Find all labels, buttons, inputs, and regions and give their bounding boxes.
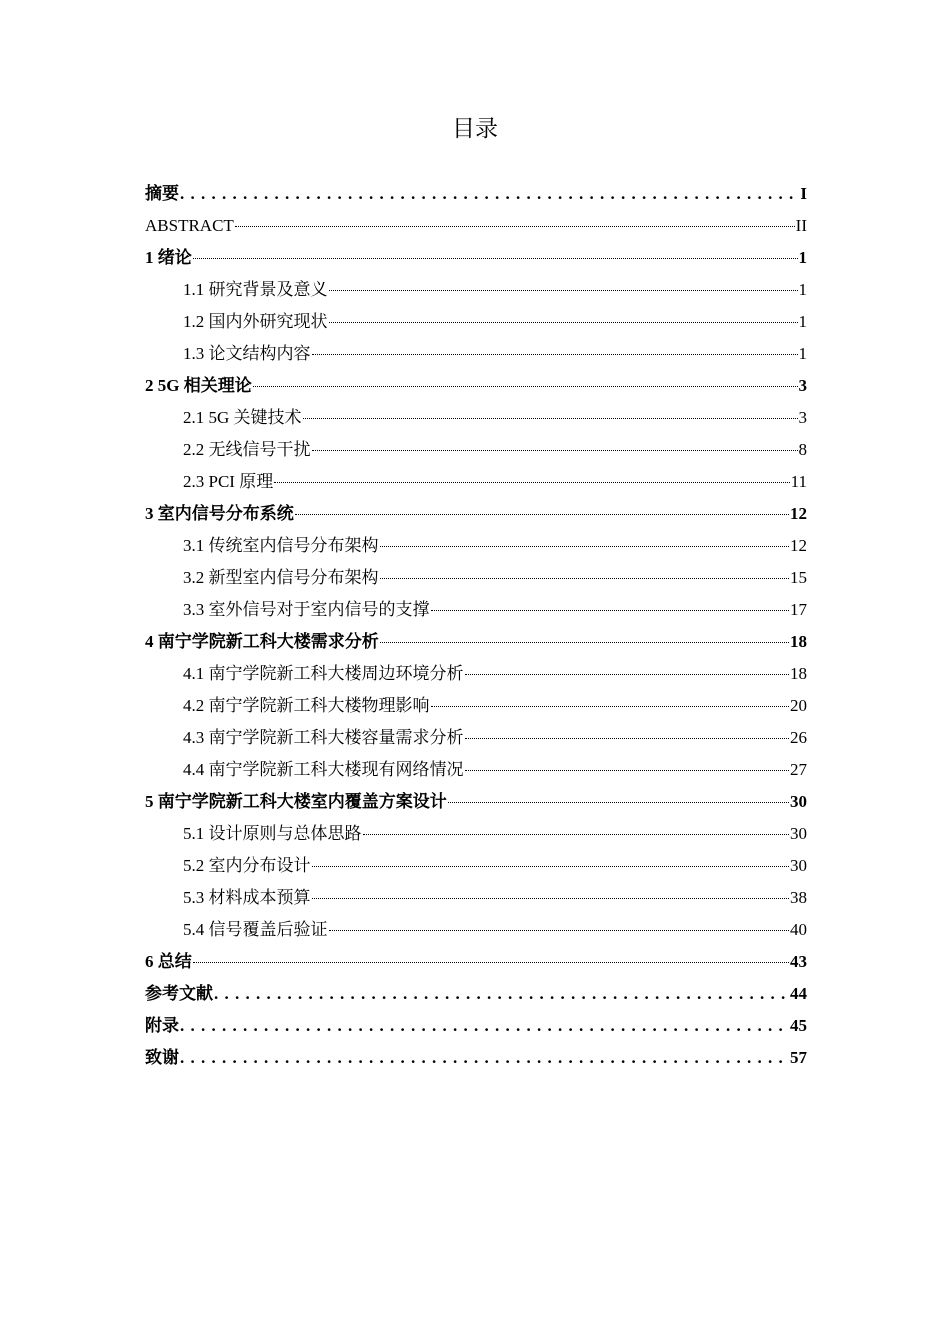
- toc-entry[interactable]: [145, 690, 807, 722]
- toc-entry[interactable]: [145, 594, 807, 626]
- toc-entry-label: 5.4 信号覆盖后验证: [183, 920, 328, 939]
- toc-dot-leader: [214, 978, 789, 1010]
- toc-entry[interactable]: [145, 882, 807, 914]
- toc-entry[interactable]: [145, 274, 807, 306]
- toc-dot-leader: [180, 1042, 789, 1074]
- toc-entry-label: 摘要: [145, 184, 179, 203]
- toc-entry-page: 8: [798, 440, 807, 459]
- toc-entry-page: 38: [790, 888, 807, 907]
- toc-dot-leader: [193, 962, 789, 963]
- toc-dot-leader: [303, 418, 798, 419]
- toc-entry[interactable]: [145, 242, 807, 274]
- toc-entry[interactable]: [145, 466, 807, 498]
- toc-dot-leader: [465, 738, 790, 739]
- toc-dot-leader: [312, 898, 790, 899]
- toc-entry[interactable]: [145, 370, 807, 402]
- toc-dot-leader: [274, 482, 789, 483]
- toc-entry-page: 3: [798, 408, 807, 427]
- toc-dot-leader: [235, 226, 795, 227]
- toc-entry-page: 17: [790, 600, 807, 619]
- toc-entry-page: 30: [790, 792, 807, 811]
- toc-entry-label: 4.4 南宁学院新工科大楼现有网络情况: [183, 760, 464, 779]
- toc-entry[interactable]: [145, 306, 807, 338]
- toc-dot-leader: [312, 354, 798, 355]
- toc-dot-leader: [329, 290, 798, 291]
- toc-dot-leader: [380, 578, 790, 579]
- toc-entry-page: 45: [790, 1016, 807, 1035]
- toc-dot-leader: [312, 450, 798, 451]
- table-of-contents: [145, 178, 807, 1074]
- toc-entry-label: 4.1 南宁学院新工科大楼周边环境分析: [183, 664, 464, 683]
- toc-entry-page: 40: [790, 920, 807, 939]
- toc-entry[interactable]: [145, 434, 807, 466]
- toc-dot-leader: [465, 770, 790, 771]
- toc-entry-label: 3.1 传统室内信号分布架构: [183, 536, 379, 555]
- toc-entry-page: 30: [790, 824, 807, 843]
- toc-entry-label: 附录: [145, 1016, 179, 1035]
- toc-entry-page: 1: [798, 312, 807, 331]
- toc-entry-label: ABSTRACT: [145, 216, 234, 235]
- toc-entry-label: 5 南宁学院新工科大楼室内覆盖方案设计: [145, 792, 447, 811]
- toc-entry-page: I: [800, 184, 807, 203]
- toc-entry-label: 5.1 设计原则与总体思路: [183, 824, 362, 843]
- toc-entry[interactable]: [145, 402, 807, 434]
- toc-dot-leader: [253, 386, 798, 387]
- toc-entry[interactable]: [145, 722, 807, 754]
- toc-entry-label: 1 绪论: [145, 248, 192, 267]
- toc-entry[interactable]: [145, 210, 807, 242]
- toc-entry-page: 26: [790, 728, 807, 747]
- toc-entry[interactable]: [145, 914, 807, 946]
- toc-dot-leader: [180, 178, 799, 210]
- toc-entry-page: 27: [790, 760, 807, 779]
- toc-dot-leader: [465, 674, 790, 675]
- toc-entry-label: 1.2 国内外研究现状: [183, 312, 328, 331]
- toc-entry-page: 1: [798, 344, 807, 363]
- toc-entry-page: 11: [790, 472, 807, 491]
- toc-entry-page: 57: [790, 1048, 807, 1067]
- toc-entry[interactable]: [145, 1010, 807, 1042]
- toc-entry-label: 3.2 新型室内信号分布架构: [183, 568, 379, 587]
- toc-entry[interactable]: [145, 178, 807, 210]
- toc-entry-label: 5.3 材料成本预算: [183, 888, 311, 907]
- toc-entry-label: 4.3 南宁学院新工科大楼容量需求分析: [183, 728, 464, 747]
- toc-entry[interactable]: [145, 562, 807, 594]
- toc-entry-page: 3: [798, 376, 807, 395]
- toc-entry-label: 5.2 室内分布设计: [183, 856, 311, 875]
- toc-dot-leader: [363, 834, 790, 835]
- toc-entry-page: 1: [798, 248, 807, 267]
- toc-dot-leader: [431, 610, 790, 611]
- toc-dot-leader: [431, 706, 790, 707]
- toc-entry-label: 1.3 论文结构内容: [183, 344, 311, 363]
- toc-entry-page: 30: [790, 856, 807, 875]
- toc-entry-page: 20: [790, 696, 807, 715]
- toc-entry[interactable]: [145, 498, 807, 530]
- toc-entry[interactable]: [145, 530, 807, 562]
- toc-dot-leader: [180, 1010, 789, 1042]
- toc-dot-leader: [312, 866, 790, 867]
- toc-entry-label: 2.2 无线信号干扰: [183, 440, 311, 459]
- toc-entry-label: 6 总结: [145, 952, 192, 971]
- toc-entry-page: 1: [798, 280, 807, 299]
- toc-entry-page: 43: [790, 952, 807, 971]
- toc-entry-page: II: [795, 216, 807, 235]
- toc-entry[interactable]: [145, 1042, 807, 1074]
- toc-dot-leader: [448, 802, 789, 803]
- toc-dot-leader: [329, 930, 790, 931]
- toc-entry[interactable]: [145, 338, 807, 370]
- toc-entry-page: 18: [790, 632, 807, 651]
- toc-entry-label: 4.2 南宁学院新工科大楼物理影响: [183, 696, 430, 715]
- toc-entry-page: 18: [790, 664, 807, 683]
- toc-entry-label: 3 室内信号分布系统: [145, 504, 294, 523]
- toc-entry-page: 12: [790, 536, 807, 555]
- toc-entry-label: 1.1 研究背景及意义: [183, 280, 328, 299]
- toc-entry-label: 2.1 5G 关键技术: [183, 408, 302, 427]
- toc-dot-leader: [295, 514, 789, 515]
- toc-entry[interactable]: [145, 818, 807, 850]
- toc-entry[interactable]: [145, 850, 807, 882]
- toc-dot-leader: [380, 642, 789, 643]
- toc-dot-leader: [329, 322, 798, 323]
- toc-entry-label: 2.3 PCI 原理: [183, 472, 274, 491]
- toc-entry-page: 12: [790, 504, 807, 523]
- toc-entry-page: 15: [790, 568, 807, 587]
- toc-entry-label: 2 5G 相关理论: [145, 376, 252, 395]
- toc-entry[interactable]: [145, 786, 807, 818]
- toc-entry-label: 3.3 室外信号对于室内信号的支撑: [183, 600, 430, 619]
- toc-entry[interactable]: [145, 658, 807, 690]
- toc-dot-leader: [193, 258, 798, 259]
- toc-entry-label: 致谢: [145, 1048, 179, 1067]
- toc-entry-label: 参考文献: [145, 984, 213, 1003]
- toc-dot-leader: [380, 546, 790, 547]
- toc-entry[interactable]: [145, 946, 807, 978]
- toc-entry[interactable]: [145, 754, 807, 786]
- toc-entry-label: 4 南宁学院新工科大楼需求分析: [145, 632, 379, 651]
- toc-entry[interactable]: [145, 978, 807, 1010]
- toc-entry-page: 44: [790, 984, 807, 1003]
- page-title: 目录: [452, 116, 498, 142]
- toc-entry[interactable]: [145, 626, 807, 658]
